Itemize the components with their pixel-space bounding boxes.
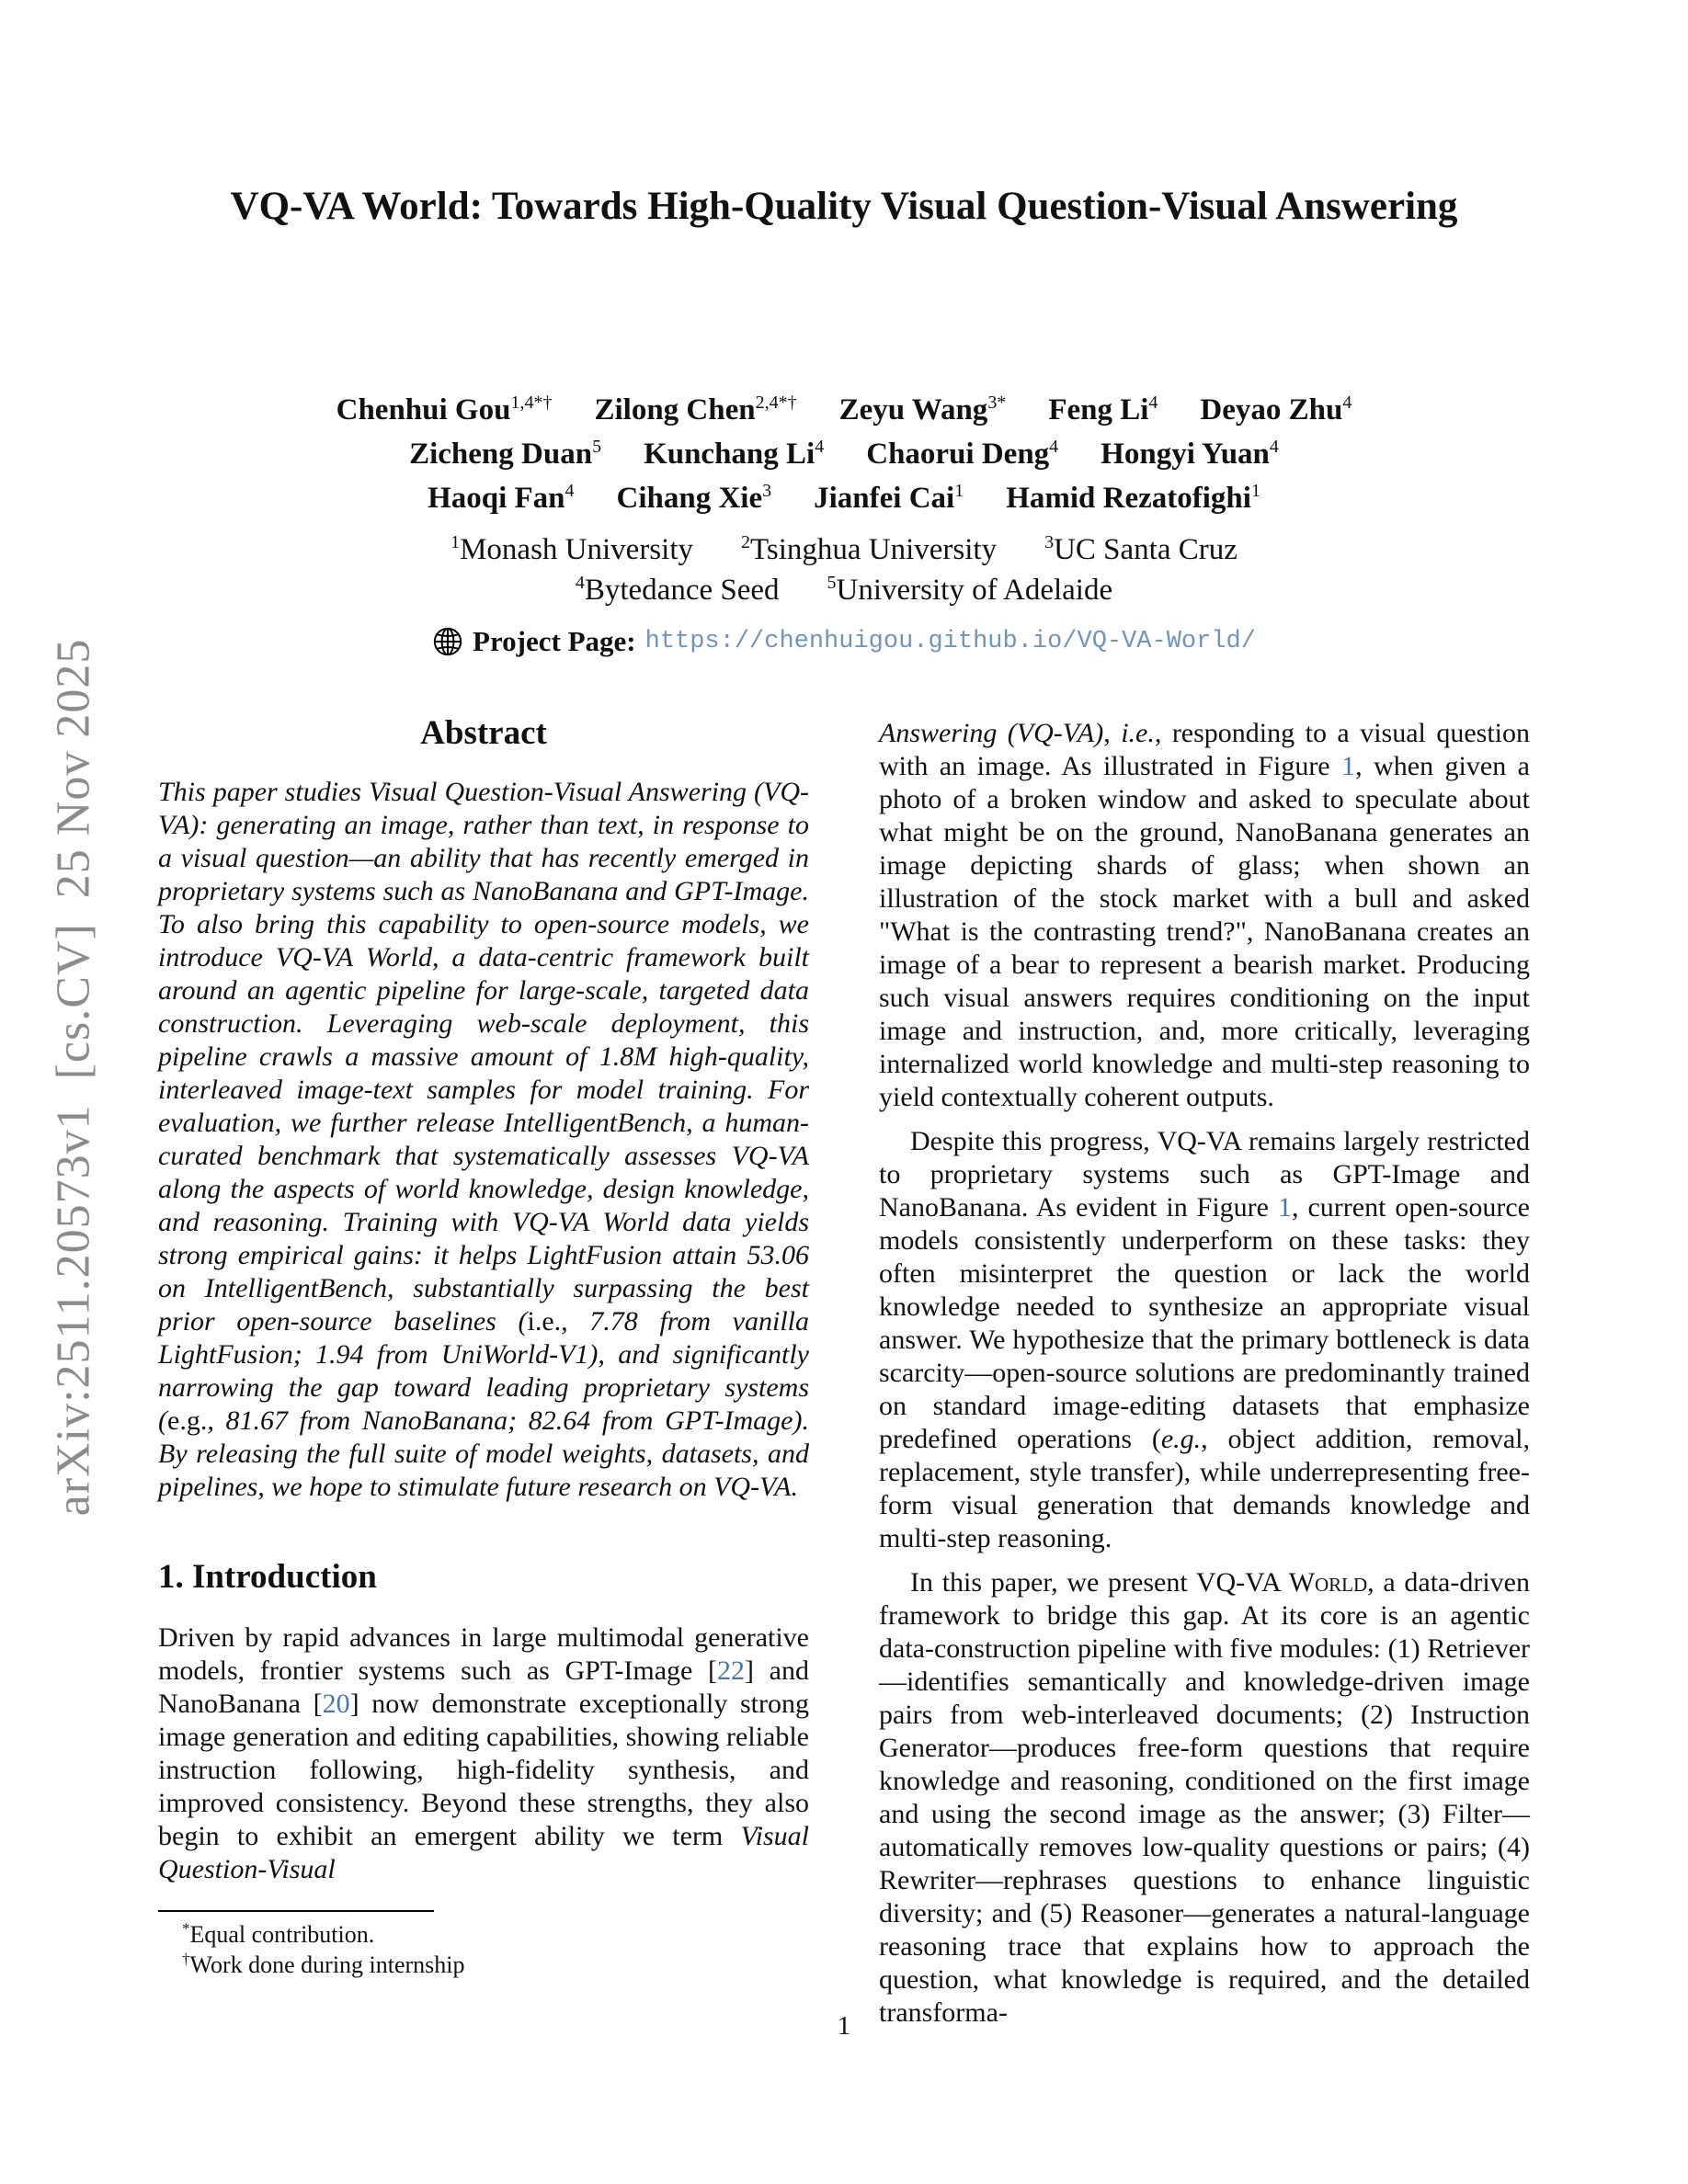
affiliation-superscript: 2: [741, 532, 750, 552]
affiliation: $^2$Tsinghua University: [741, 532, 998, 566]
authors-block: [0, 388, 1688, 658]
column-left: [158, 714, 810, 1886]
author-name: Haoqi Fan$^4$: [428, 481, 575, 515]
author-superscript: 1: [1250, 481, 1260, 501]
author-superscript: 4: [1049, 437, 1059, 457]
author-row: [0, 388, 1688, 432]
arxiv-banner: arXiv:2511.20573v1 [cs.CV] 25 Nov 2025: [47, 638, 100, 1517]
author-superscript: 4: [815, 437, 825, 457]
author-superscript: 4: [1342, 392, 1352, 413]
affiliation: $^4$Bytedance Seed: [575, 573, 780, 607]
footnote-list: [158, 1919, 809, 1980]
affiliation-superscript: 3: [1044, 532, 1055, 552]
author-superscript: 5: [592, 437, 602, 457]
author-name: Zeyu Wang$^{3*}$: [838, 392, 1007, 427]
footnote-mark: *: [182, 1919, 190, 1938]
text-segment: Answering (VQ-VA): [879, 718, 1104, 748]
affiliation-superscript: 5: [827, 573, 837, 593]
affiliation: $^1$Monash University: [451, 532, 693, 566]
text-segment: e.g.: [1160, 1424, 1202, 1454]
text-segment: , responding to a visual question with an image. As illustrated in Figure: [879, 718, 1530, 781]
author-name: Chenhui Gou$^{1,4*\dagger}$: [336, 392, 553, 427]
author-superscript: 2,4*†: [755, 392, 797, 413]
affiliation-superscript: 1: [451, 532, 461, 552]
author-row: [0, 432, 1688, 476]
project-page-row: [0, 625, 1688, 658]
text-segment: , a data-driven framework to bridge this gap. At its core is an agentic data-construction pipeline with five modules: (1) Retriever—identifies semantically and knowledge-driven image pairs from web-interleaved documents; (2) Instruction Generator—produces free-form questions that require knowledge and reasoning, conditioned on the first image and using the second image as the answer; (3) Filter—automatically removes low-quality questions or pairs; (4) Rewriter—rephrases questions to enhance linguistic diversity; and (5) Reasoner—generates a natural-language reasoning trace that explains how to approach the question, what knowledge is required, and the detailed transforma-: [879, 1567, 1530, 2028]
text-segment: ] and NanoBanana [: [158, 1655, 809, 1719]
text-segment: , current open-source models consistently underperform on these tasks: they often misinterpret the question or lack the world knowledge needed to synthesize an appropriate visual answer. We hypothesize that the primary bottleneck is data scarcity—open-source solutions are predominantly trained on standard image-editing datasets that emphasize predefined operations (: [879, 1192, 1530, 1454]
author-superscript: 1: [954, 481, 964, 501]
text-segment: , object addition, removal, replacement, style transfer), while underrepresenting free-form visual generation that demands knowledge and multi-step reasoning.: [879, 1424, 1531, 1553]
text-segment: , when given a photo of a broken window and asked to speculate about what might be on the ground, NanoBanana generates an image depicting shards of glass; when shown an illustration of the stock market with a bull and asked "What is the contrasting trend?", NanoBanana creates an image of a bear to represent a bearish market. Producing such visual answers requires conditioning on the input image and instruction, and, more critically, leveraging internalized world knowledge and multi-step reasoning to yield contextually coherent outputs.: [879, 751, 1530, 1112]
author-superscript: 4: [565, 481, 575, 501]
text-segment: Despite this progress, VQ-VA remains largely restricted to proprietary systems such as GPT-Image and NanoBanana. As evident in Figure: [879, 1126, 1530, 1223]
body-paragraph: [879, 717, 1530, 1114]
author-name: Chaorui Deng$^4$: [866, 437, 1059, 471]
author-name: Zilong Chen$^{2,4*\dagger}$: [594, 392, 797, 427]
introduction-paragraph: [158, 1621, 809, 1886]
author-name: Deyao Zhu$^4$: [1200, 392, 1352, 427]
project-page-label: Project Page:: [473, 625, 636, 657]
affiliation-row: [0, 570, 1688, 610]
author-name: Hamid Rezatofighi$^1$: [1006, 481, 1260, 515]
author-row: [0, 476, 1688, 520]
footnote: †Work done during internship: [182, 1950, 465, 1978]
body-paragraph: [879, 1125, 1530, 1555]
project-page-link[interactable]: https://chenhuigou.github.io/VQ-VA-World/: [644, 628, 1256, 655]
author-name: Hongyi Yuan$^4$: [1101, 437, 1279, 471]
footnote-block: [158, 1910, 809, 1980]
text-segment: i.e.: [527, 1306, 562, 1337]
author-name: Kunchang Li$^4$: [644, 437, 825, 471]
text-segment: e.g.: [167, 1405, 208, 1436]
affiliation-row: [0, 529, 1688, 570]
footnote-rule: [158, 1910, 434, 1912]
affiliation: $^5$University of Adelaide: [827, 573, 1113, 607]
author-name: Feng Li$^4$: [1048, 392, 1158, 427]
column-right: [879, 717, 1530, 2030]
paper-title: VQ-VA World: Towards High-Quality Visual Question-Visual Answering: [230, 185, 1458, 228]
text-segment: World: [1288, 1567, 1368, 1598]
citation-link[interactable]: 1: [1341, 751, 1356, 781]
author-rows: [0, 388, 1688, 520]
page-number: 1: [837, 2011, 851, 2041]
globe-icon: [432, 626, 463, 657]
text-segment: This paper studies Visual Question-Visual Answering (VQ-VA): generating an image, rather than text, in response to a visual question—an ability that has recently emerged in proprietary systems such as NanoBanana and GPT-Image. To also bring this capability to open-source models, we introduce VQ-VA World, a data-centric framework built around an agentic pipeline for large-scale, targeted data construction. Leveraging web-scale deployment, this pipeline crawls a massive amount of 1.8M high-quality, interleaved image-text samples for model training. For evaluation, we further release IntelligentBench, a human-curated benchmark that systematically assesses VQ-VA along the aspects of world knowledge, design knowledge, and reasoning. Training with VQ-VA World data yields strong empirical gains: it helps LightFusion attain 53.06 on IntelligentBench, substantially surpassing the best prior open-source baselines (: [158, 777, 809, 1337]
text-segment: , 81.67 from NanoBanana; 82.64 from GPT-Image). By releasing the full suite of model weights, datasets, and pipelines, we hope to stimulate future research on VQ-VA.: [158, 1405, 809, 1502]
author-superscript: 4: [1269, 437, 1279, 457]
affiliation-superscript: 4: [575, 573, 585, 593]
affiliation-rows: [0, 529, 1688, 610]
introduction-heading: 1. Introduction: [158, 1558, 377, 1596]
author-superscript: 4: [1148, 392, 1158, 413]
author-name: Zicheng Duan$^5$: [409, 437, 602, 471]
author-name: Cihang Xie$^3$: [616, 481, 772, 515]
body-paragraph: [879, 1566, 1530, 2030]
text-segment: , 7.78 from vanilla LightFusion; 1.94 from UniWorld-V1), and significantly narrowing the gap toward leading proprietary systems (: [158, 1306, 809, 1436]
citation-link[interactable]: 1: [1277, 1192, 1292, 1223]
footnote-mark: †: [182, 1950, 190, 1968]
text-segment: i.e.: [1121, 718, 1155, 748]
abstract-heading: Abstract: [420, 714, 547, 752]
author-superscript: 3*: [987, 392, 1007, 413]
text-segment: Visual Question-Visual: [158, 1821, 809, 1884]
affiliation: $^3$UC Santa Cruz: [1044, 532, 1237, 566]
author-superscript: 3: [762, 481, 772, 501]
citation-link[interactable]: 20: [322, 1689, 350, 1719]
author-name: Jianfei Cai$^1$: [814, 481, 964, 515]
author-superscript: 1,4*†: [510, 392, 553, 413]
footnote: *Equal contribution.: [182, 1919, 375, 1948]
text-segment: Driven by rapid advances in large multimodal generative models, frontier systems such as GPT-Image [: [158, 1622, 809, 1686]
text-segment: ] now demonstrate exceptionally strong image generation and editing capabilities, showing reliable instruction following, high-fidelity synthesis, and improved consistency. Beyond these strengths, they also begin to exhibit an emergent ability we term: [158, 1689, 810, 1851]
citation-link[interactable]: 22: [717, 1655, 746, 1686]
text-segment: In this paper, we present VQ-VA: [910, 1567, 1289, 1598]
text-segment: ,: [1103, 718, 1122, 748]
abstract-body: [158, 776, 809, 1504]
